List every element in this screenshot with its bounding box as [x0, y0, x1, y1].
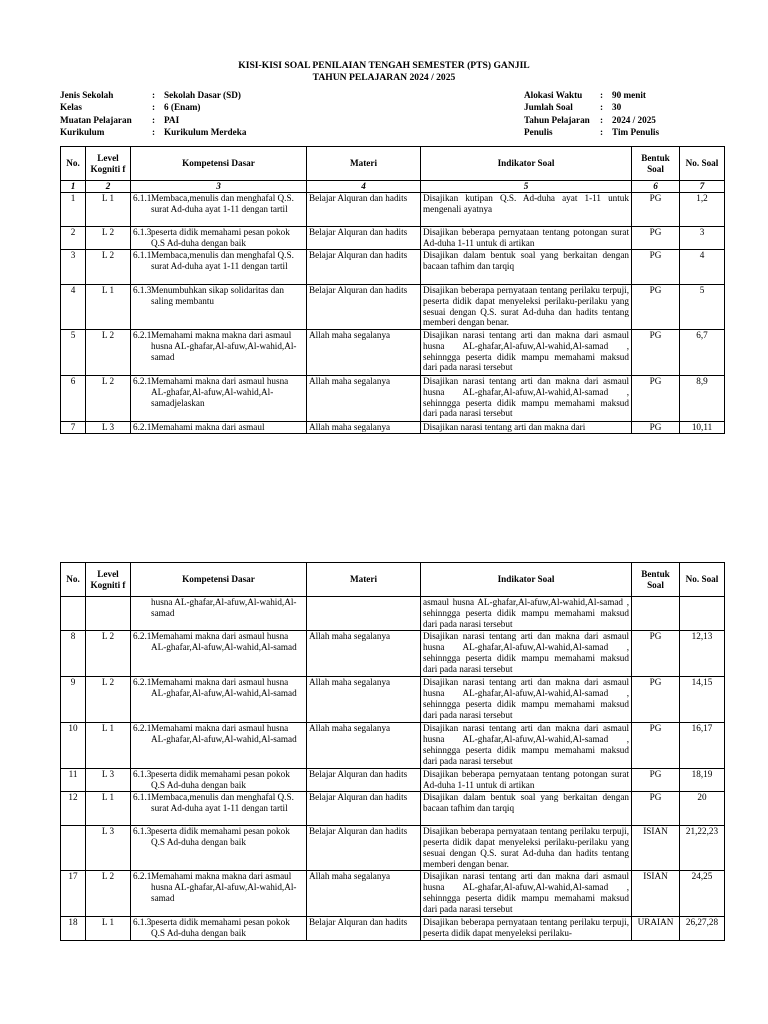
- cell-bentuk: PG: [632, 375, 680, 421]
- cell-nosoal: 16,17: [680, 723, 725, 769]
- kompetensi-wrap: [133, 769, 304, 791]
- info-label: Tahun Pelajaran: [524, 114, 590, 125]
- cell-no: [61, 597, 86, 631]
- kompetensi-text: peserta didik memahami pesan pokok Q.S Ad-duha dengan baik: [151, 226, 290, 248]
- cell-no: 11: [61, 769, 86, 792]
- header-indikator: Indikator Soal: [421, 563, 632, 597]
- info-right: [524, 90, 659, 140]
- cell-kompetensi: [131, 723, 307, 769]
- info-label: Muatan Pelajaran: [60, 114, 132, 125]
- cell-nosoal: 12,13: [680, 631, 725, 677]
- info-value: Sekolah Dasar (SD): [164, 90, 241, 100]
- cell-kompetensi: [131, 421, 307, 433]
- cell-nosoal: 26,27,28: [680, 917, 725, 941]
- kompetensi-text: Membaca,menulis dan menghafal Q.S. surat Ad-duha ayat 1-11 dengan tartil: [151, 792, 294, 813]
- cell-nosoal: 21,22,23: [680, 826, 725, 871]
- cell-materi: Belajar Alquran dan hadits: [307, 792, 421, 826]
- cell-nosoal: 1,2: [680, 192, 725, 226]
- kompetensi-wrap: [133, 677, 304, 699]
- cell-materi: [307, 597, 421, 631]
- kompetensi-code: 6.1.1: [133, 192, 152, 203]
- header-level: Level Kogniti f: [86, 147, 131, 181]
- header-kompetensi: Kompetensi Dasar: [131, 563, 307, 597]
- cell-indikator: Disajikan beberapa pernyataan tentang potongan surat Ad-duha 1-11 untuk di artikan: [421, 226, 632, 249]
- cell-level: L 1: [86, 792, 131, 826]
- table-row: [61, 226, 725, 249]
- kompetensi-wrap: [133, 422, 304, 433]
- cell-bentuk: PG: [632, 631, 680, 677]
- cell-materi: Allah maha segalanya: [307, 631, 421, 677]
- cell-level: L 3: [86, 421, 131, 433]
- cell-no: 10: [61, 723, 86, 769]
- cell-bentuk: PG: [632, 421, 680, 433]
- cell-materi: Belajar Alquran dan hadits: [307, 192, 421, 226]
- cell-indikator: Disajikan beberapa pernyataan tentang perilaku terpuji, peserta didik dapat menyeleksi perilaku-perilaku yang sesuai dengan Q.S. surat Ad-duha dan hadits tentang memberi dengan benar.: [421, 826, 632, 871]
- cell-kompetensi: [131, 284, 307, 329]
- kompetensi-text: peserta didik memahami pesan pokok Q.S Ad-duha dengan baik: [151, 769, 290, 790]
- info-row: [60, 127, 246, 139]
- info-colon: :: [600, 127, 604, 138]
- cell-bentuk: PG: [632, 249, 680, 284]
- cell-level: L 2: [86, 226, 131, 249]
- info-row: [60, 90, 246, 102]
- cell-nosoal: 10,11: [680, 421, 725, 433]
- kompetensi-text: Memahami makna dari asmaul husna AL-ghafar,Al-afuw,Al-wahid,Al-samad: [151, 677, 297, 698]
- table-row: [61, 284, 725, 329]
- cell-level: L 3: [86, 826, 131, 871]
- kompetensi-code: 6.1.3: [133, 917, 152, 927]
- kompetensi-text: Memahami makna makna dari asmaul husna AL-ghafar,Al-afuw,Al-wahid,Al-samad: [151, 329, 297, 362]
- cell-nosoal: 14,15: [680, 677, 725, 723]
- cell-kompetensi: [131, 677, 307, 723]
- cell-level: L 1: [86, 284, 131, 329]
- kompetensi-text: peserta didik memahami pesan pokok Q.S Ad-duha dengan baik: [151, 917, 290, 938]
- column-number: 3: [131, 181, 307, 193]
- cell-level: L 2: [86, 631, 131, 677]
- cell-materi: Belajar Alquran dan hadits: [307, 769, 421, 792]
- cell-level: L 2: [86, 329, 131, 375]
- cell-no: 1: [61, 192, 86, 226]
- info-row: [524, 115, 659, 127]
- header-row: [61, 563, 725, 597]
- kompetensi-text: Menumbuhkan sikap solidaritas dan saling membantu: [151, 284, 284, 306]
- table-row: [61, 631, 725, 677]
- cell-level: [86, 597, 131, 631]
- kompetensi-wrap: [133, 250, 304, 272]
- cell-no: [61, 826, 86, 871]
- cell-nosoal: 6,7: [680, 329, 725, 375]
- info-row: [524, 90, 659, 102]
- info-row: [524, 127, 659, 139]
- info-value: 30: [612, 102, 622, 113]
- cell-level: L 1: [86, 917, 131, 941]
- kompetensi-text: Membaca,menulis dan menghafal Q.S. surat Ad-duha ayat 1-11 dengan tartil: [151, 192, 294, 214]
- cell-level: L 2: [86, 249, 131, 284]
- header-nosoal: No. Soal: [680, 147, 725, 181]
- cell-materi: Belajar Alquran dan hadits: [307, 284, 421, 329]
- cell-indikator: Disajikan narasi tentang arti dan makna dari asmaul husna AL-ghafar,Al-afuw,Al-wahid,Al-samad , sehinngga peserta didik mampu memahami maksud dari pada narasi tersebut: [421, 375, 632, 421]
- column-number: 5: [421, 181, 632, 193]
- table-row: [61, 192, 725, 226]
- kisi-kisi-table-2: [60, 562, 725, 941]
- cell-kompetensi: [131, 249, 307, 284]
- kompetensi-wrap: [133, 871, 304, 904]
- kompetensi-code: 6.1.1: [133, 792, 152, 802]
- table-row: [61, 723, 725, 769]
- cell-bentuk: ISIAN: [632, 871, 680, 917]
- kompetensi-wrap: [133, 376, 304, 409]
- cell-materi: Belajar Alquran dan hadits: [307, 826, 421, 871]
- kompetensi-text: Memahami makna dari asmaul: [151, 421, 265, 432]
- cell-bentuk: PG: [632, 769, 680, 792]
- cell-bentuk: PG: [632, 329, 680, 375]
- cell-materi: Allah maha segalanya: [307, 871, 421, 917]
- table-row: [61, 375, 725, 421]
- table-row: [61, 329, 725, 375]
- cell-level: L 1: [86, 723, 131, 769]
- kompetensi-code: 6.1.3: [133, 284, 152, 295]
- kompetensi-text: Membaca,menulis dan menghafal Q.S. surat Ad-duha ayat 1-11 dengan tartil: [151, 249, 294, 271]
- cell-indikator: Disajikan kutipan Q.S. Ad-duha ayat 1-11 untuk mengenali ayatnya: [421, 192, 632, 226]
- table-row: [61, 871, 725, 917]
- cell-no: 2: [61, 226, 86, 249]
- cell-kompetensi: [131, 329, 307, 375]
- cell-level: L 2: [86, 677, 131, 723]
- cell-no: 12: [61, 792, 86, 826]
- cell-no: 8: [61, 631, 86, 677]
- kompetensi-code: [133, 597, 151, 619]
- info-value: Kurikulum Merdeka: [164, 127, 247, 138]
- kompetensi-wrap: [133, 285, 304, 307]
- info-label: Penulis: [524, 127, 553, 138]
- table-row: [61, 677, 725, 723]
- cell-bentuk: PG: [632, 792, 680, 826]
- kompetensi-text: peserta didik memahami pesan pokok Q.S Ad-duha dengan baik: [151, 826, 290, 847]
- table-row: [61, 249, 725, 284]
- column-number: 6: [632, 181, 680, 193]
- cell-materi: Belajar Alquran dan hadits: [307, 249, 421, 284]
- kompetensi-code: 6.1.3: [133, 769, 152, 779]
- cell-bentuk: [632, 597, 680, 631]
- header-no: No.: [61, 147, 86, 181]
- cell-bentuk: PG: [632, 192, 680, 226]
- cell-nosoal: 18,19: [680, 769, 725, 792]
- kompetensi-code: 6.1.3: [133, 226, 152, 237]
- table-row: [61, 917, 725, 941]
- header-level: Level Kogniti f: [86, 563, 131, 597]
- info-value: PAI: [164, 114, 180, 125]
- info-colon: :: [152, 114, 156, 125]
- info-colon: :: [152, 90, 156, 100]
- kompetensi-wrap: [133, 631, 304, 653]
- info-label: Kelas: [60, 102, 82, 113]
- kompetensi-code: 6.2.1: [133, 677, 152, 687]
- kompetensi-code: 6.1.1: [133, 249, 152, 260]
- cell-nosoal: 3: [680, 226, 725, 249]
- cell-indikator: Disajikan narasi tentang arti dan makna dari asmaul husna AL-ghafar,Al-afuw,Al-wahid,Al-samad , sehinngga peserta didik mampu memahami maksud dari pada narasi tersebut: [421, 677, 632, 723]
- cell-materi: Belajar Alquran dan hadits: [307, 226, 421, 249]
- info-row: [60, 102, 246, 114]
- kompetensi-code: 6.2.1: [133, 329, 152, 340]
- cell-no: 3: [61, 249, 86, 284]
- info-row: [60, 115, 246, 127]
- cell-indikator: Disajikan beberapa pernyataan tentang perilaku terpuji, peserta didik dapat menyeleksi perilaku-: [421, 917, 632, 941]
- document-subtitle: TAHUN PELAJARAN 2024 / 2025: [312, 72, 456, 83]
- cell-indikator: Disajikan narasi tentang arti dan makna dari asmaul husna AL-ghafar,Al-afuw,Al-wahid,Al-samad , sehinngga peserta didik mampu memahami maksud dari pada narasi tersebut: [421, 871, 632, 917]
- cell-nosoal: 20: [680, 792, 725, 826]
- kompetensi-code: 6.2.1: [133, 375, 152, 386]
- cell-no: 5: [61, 329, 86, 375]
- cell-indikator: Disajikan dalam bentuk soal yang berkaitan dengan bacaan tafhim dan tarqiq: [421, 249, 632, 284]
- cell-nosoal: [680, 597, 725, 631]
- kompetensi-text: husna AL-ghafar,Al-afuw,Al-wahid,Al-samad: [151, 597, 297, 618]
- cell-bentuk: PG: [632, 284, 680, 329]
- table-row: [61, 421, 725, 433]
- cell-no: 7: [61, 421, 86, 433]
- kompetensi-wrap: [133, 193, 304, 215]
- table-row: [61, 769, 725, 792]
- cell-no: 6: [61, 375, 86, 421]
- cell-level: L 2: [86, 871, 131, 917]
- header-materi: Materi: [307, 147, 421, 181]
- cell-no: 18: [61, 917, 86, 941]
- column-number: 7: [680, 181, 725, 193]
- info-colon: :: [600, 114, 604, 125]
- table-row: [61, 826, 725, 871]
- column-number: 2: [86, 181, 131, 193]
- info-value: 6 (Enam): [164, 102, 201, 113]
- kompetensi-wrap: [133, 723, 304, 745]
- info-colon: :: [600, 102, 604, 113]
- cell-level: L 3: [86, 769, 131, 792]
- header-no: No.: [61, 563, 86, 597]
- cell-no: 17: [61, 871, 86, 917]
- cell-nosoal: 24,25: [680, 871, 725, 917]
- info-label: Kurikulum: [60, 127, 105, 138]
- cell-materi: Allah maha segalanya: [307, 421, 421, 433]
- header-bentuk: Bentuk Soal: [632, 563, 680, 597]
- kompetensi-text: Memahami makna dari asmaul husna AL-ghafar,Al-afuw,Al-wahid,Al-samad: [151, 723, 297, 744]
- cell-no: 9: [61, 677, 86, 723]
- info-value: 2024 / 2025: [612, 114, 656, 125]
- kompetensi-wrap: [133, 917, 304, 939]
- cell-indikator: Disajikan narasi tentang arti dan makna dari asmaul husna AL-ghafar,Al-afuw,Al-wahid,Al-samad , sehinngga peserta didik mampu memahami maksud dari pada narasi tersebut: [421, 329, 632, 375]
- cell-kompetensi: [131, 226, 307, 249]
- cell-kompetensi: [131, 769, 307, 792]
- header-kompetensi: Kompetensi Dasar: [131, 147, 307, 181]
- info-label: Jenis Sekolah: [60, 90, 114, 100]
- kompetensi-wrap: [133, 792, 304, 814]
- cell-nosoal: 4: [680, 249, 725, 284]
- kompetensi-wrap: [133, 826, 304, 848]
- cell-level: L 1: [86, 192, 131, 226]
- cell-nosoal: 8,9: [680, 375, 725, 421]
- kompetensi-code: 6.2.1: [133, 871, 152, 881]
- cell-indikator: asmaul husna AL-ghafar,Al-afuw,Al-wahid,Al-samad , sehinngga peserta didik mampu memahami maksud dari pada narasi tersebut: [421, 597, 632, 631]
- cell-kompetensi: [131, 792, 307, 826]
- header-materi: Materi: [307, 563, 421, 597]
- header-bentuk: Bentuk Soal: [632, 147, 680, 181]
- cell-indikator: Disajikan beberapa pernyataan tentang potongan surat Ad-duha 1-11 untuk di artikan: [421, 769, 632, 792]
- header-indikator: Indikator Soal: [421, 147, 632, 181]
- kompetensi-wrap: [133, 227, 304, 249]
- cell-bentuk: PG: [632, 226, 680, 249]
- kompetensi-text: Memahami makna makna dari asmaul husna AL-ghafar,Al-afuw,Al-wahid,Al-samad: [151, 871, 297, 903]
- cell-indikator: Disajikan dalam bentuk soal yang berkaitan dengan bacaan tafhim dan tarqiq: [421, 792, 632, 826]
- kompetensi-wrap: [133, 330, 304, 363]
- info-value: 90 menit: [612, 90, 646, 100]
- cell-indikator: Disajikan narasi tentang arti dan makna dari asmaul husna AL-ghafar,Al-afuw,Al-wahid,Al-samad , sehinngga peserta didik mampu memahami maksud dari pada narasi tersebut: [421, 723, 632, 769]
- kisi-kisi-table-1: [60, 146, 725, 434]
- kompetensi-code: 6.2.1: [133, 723, 152, 733]
- info-label: Alokasi Waktu: [524, 90, 583, 100]
- cell-nosoal: 5: [680, 284, 725, 329]
- info-row: [524, 102, 659, 114]
- cell-bentuk: URAIAN: [632, 917, 680, 941]
- kompetensi-code: 6.2.1: [133, 631, 152, 641]
- cell-indikator: Disajikan narasi tentang arti dan makna dari: [421, 421, 632, 433]
- kompetensi-text: Memahami makna dari asmaul husna AL-ghafar,Al-afuw,Al-wahid,Al-samad: [151, 631, 297, 652]
- info-left: [60, 90, 246, 140]
- column-number: 4: [307, 181, 421, 193]
- info-label: Jumlah Soal: [524, 102, 573, 113]
- cell-level: L 2: [86, 375, 131, 421]
- cell-kompetensi: [131, 631, 307, 677]
- kompetensi-code: 6.2.1: [133, 421, 152, 432]
- info-value: Tim Penulis: [612, 127, 660, 138]
- cell-bentuk: PG: [632, 677, 680, 723]
- column-number: 1: [61, 181, 86, 193]
- document-title: KISI-KISI SOAL PENILAIAN TENGAH SEMESTER (PTS) GANJIL: [238, 60, 530, 71]
- cell-indikator: Disajikan beberapa pernyataan tentang perilaku terpuji, peserta didik dapat menyeleksi perilaku-perilaku yang sesuai dengan Q.S. surat Ad-duha dan hadits tentang memberi dengan benar.: [421, 284, 632, 329]
- cell-kompetensi: [131, 192, 307, 226]
- cell-kompetensi: [131, 826, 307, 871]
- info-colon: :: [152, 127, 156, 138]
- kompetensi-wrap: [133, 597, 304, 619]
- column-number-row: [61, 181, 725, 193]
- cell-materi: Allah maha segalanya: [307, 723, 421, 769]
- cell-kompetensi: [131, 597, 307, 631]
- cell-kompetensi: [131, 917, 307, 941]
- kompetensi-text: Memahami makna dari asmaul husna AL-ghafar,Al-afuw,Al-wahid,Al-samadjelaskan: [151, 375, 289, 408]
- info-colon: :: [600, 90, 604, 100]
- header-nosoal: No. Soal: [680, 563, 725, 597]
- cell-indikator: Disajikan narasi tentang arti dan makna dari asmaul husna AL-ghafar,Al-afuw,Al-wahid,Al-samad , sehinngga peserta didik mampu memahami maksud dari pada narasi tersebut: [421, 631, 632, 677]
- cell-bentuk: PG: [632, 723, 680, 769]
- info-colon: :: [152, 102, 156, 113]
- kompetensi-code: 6.1.3: [133, 826, 152, 836]
- cell-materi: Belajar Alquran dan hadits: [307, 917, 421, 941]
- table-row: [61, 597, 725, 631]
- cell-bentuk: ISIAN: [632, 826, 680, 871]
- table-row: [61, 792, 725, 826]
- cell-no: 4: [61, 284, 86, 329]
- cell-materi: Allah maha segalanya: [307, 329, 421, 375]
- cell-kompetensi: [131, 871, 307, 917]
- cell-materi: Allah maha segalanya: [307, 677, 421, 723]
- header-row: [61, 147, 725, 181]
- cell-kompetensi: [131, 375, 307, 421]
- cell-materi: Allah maha segalanya: [307, 375, 421, 421]
